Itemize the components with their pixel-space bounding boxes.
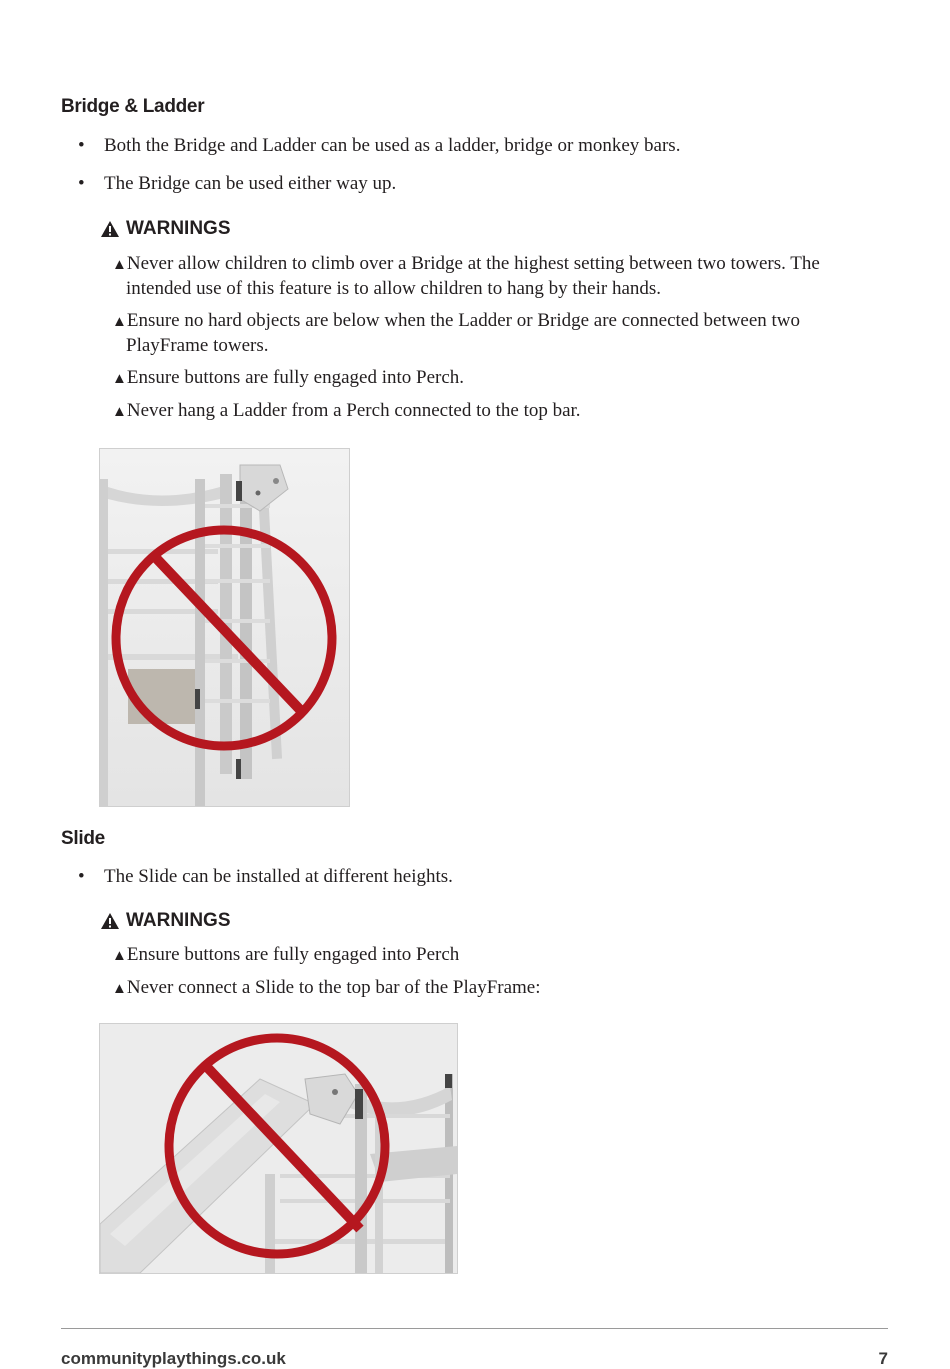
footer-divider	[61, 1328, 888, 1329]
warning-triangle-icon: ▲	[112, 371, 127, 387]
slide-prohibited-photo	[99, 1023, 458, 1274]
warning-icon	[100, 912, 120, 930]
warning-item: ▲Ensure buttons are fully engaged into Perch.	[112, 367, 465, 388]
warning-item: ▲Ensure no hard objects are below when the Ladder or Bridge are connected between two PlayFrame towers.	[112, 310, 801, 356]
warning-triangle-icon: ▲	[112, 981, 127, 997]
warning-item: ▲Never connect a Slide to the top bar of the PlayFrame:	[112, 977, 541, 998]
footer-website: communityplaythings.co.uk	[61, 1349, 286, 1368]
warning-item: ▲Never hang a Ladder from a Perch connected to the top bar.	[112, 400, 581, 421]
warning-icon	[100, 220, 120, 238]
warnings-heading: WARNINGS	[100, 910, 231, 932]
bullet-dot: •	[78, 866, 85, 887]
warning-item: ▲Never allow children to climb over a Bridge at the highest setting between two towers. The intended use of this feature is to allow children to hang by their hands.	[112, 253, 820, 299]
warnings-heading: WARNINGS	[100, 218, 231, 240]
section-heading-slide: Slide	[61, 828, 105, 849]
warning-triangle-icon: ▲	[112, 314, 127, 330]
ladder-prohibited-photo	[99, 448, 350, 807]
warning-triangle-icon: ▲	[112, 948, 127, 964]
bullet-item: • The Slide can be installed at different heights.	[78, 866, 453, 887]
section-heading-bridge-ladder: Bridge & Ladder	[61, 96, 205, 117]
warning-triangle-icon: ▲	[112, 257, 127, 273]
bullet-dot: •	[78, 135, 85, 156]
bullet-item: • The Bridge can be used either way up.	[78, 173, 397, 194]
page-number: 7	[878, 1349, 888, 1368]
bullet-dot: •	[78, 173, 85, 194]
bullet-item: • Both the Bridge and Ladder can be used as a ladder, bridge or monkey bars.	[78, 135, 681, 156]
warning-item: ▲Ensure buttons are fully engaged into Perch	[112, 944, 460, 965]
warning-triangle-icon: ▲	[112, 404, 127, 420]
